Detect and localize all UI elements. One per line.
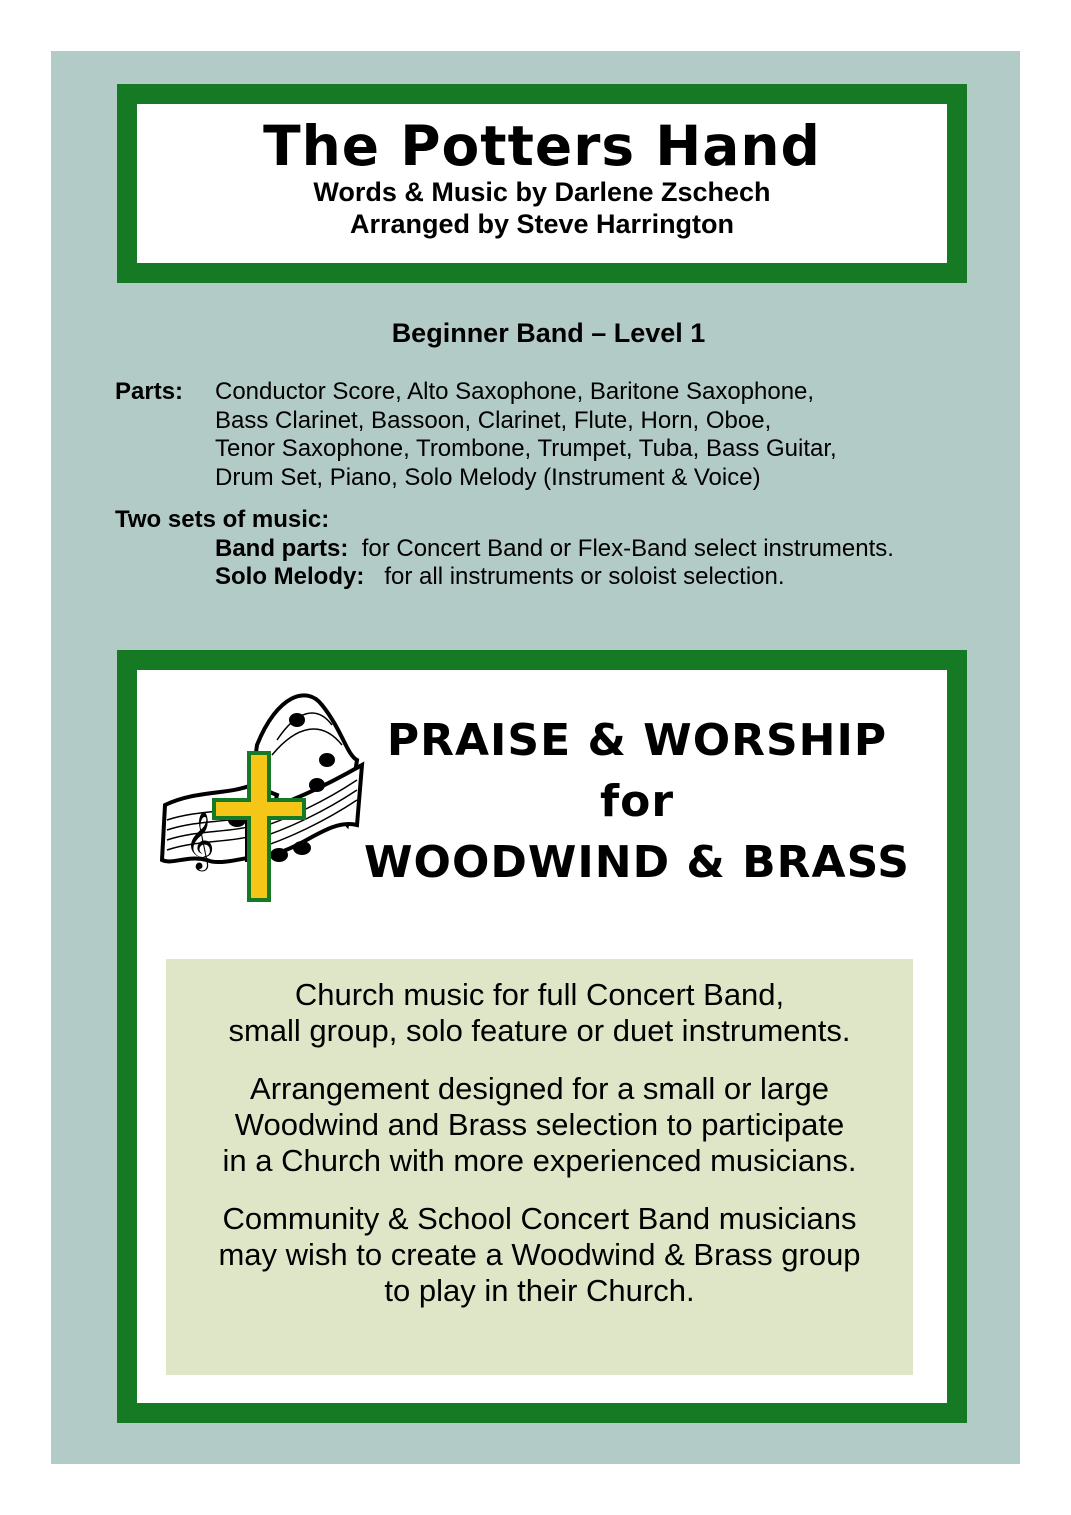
arranger: Arranged by Steve Harrington — [349, 209, 735, 239]
page-title: The Potters Hand — [263, 114, 821, 178]
title-box — [117, 84, 967, 283]
text-line: to play in their Church. — [384, 1273, 695, 1308]
text-line: Community & School Concert Band musicians — [222, 1201, 857, 1236]
description-paragraph — [166, 1201, 913, 1309]
sets-label: Two sets of music: — [115, 506, 330, 533]
text-line: Woodwind and Brass selection to participate — [234, 1107, 845, 1142]
series-title — [364, 710, 910, 893]
parts-label: Parts: — [115, 378, 184, 405]
credits: Words & Music by Darlene Zschech — [313, 177, 771, 207]
description-paragraph — [166, 977, 913, 1049]
description-paragraph — [166, 1071, 913, 1179]
parts-line: Tenor Saxophone, Trombone, Trumpet, Tuba, Bass Guitar, — [215, 435, 837, 462]
parts-line: Bass Clarinet, Bassoon, Clarinet, Flute, Horn, Oboe, — [215, 406, 772, 434]
solo-melody-label: Solo Melody: — [215, 563, 365, 590]
parts-line: Conductor Score, Alto Saxophone, Baritone Saxophone, — [215, 378, 815, 405]
cross-music-logo-icon — [157, 685, 367, 905]
parts-line: Drum Set, Piano, Solo Melody (Instrument & Voice) — [215, 463, 761, 491]
text-line: Church music for full Concert Band, — [294, 977, 785, 1012]
text-line: small group, solo feature or duet instruments. — [228, 1013, 851, 1048]
band-parts-label: Band parts: — [215, 534, 349, 562]
text-line: Arrangement designed for a small or large — [250, 1071, 829, 1106]
band-parts-text: for Concert Band or Flex-Band select instruments. — [361, 534, 894, 562]
svg-text:𝄞: 𝄞 — [185, 811, 215, 869]
text-line: in a Church with more experienced musicians. — [222, 1143, 857, 1178]
level-heading: Beginner Band – Level 1 — [391, 318, 706, 348]
series-box — [117, 650, 967, 1423]
sets-section — [115, 506, 965, 592]
series-line: PRAISE & WORSHIP — [386, 715, 888, 766]
text-line: may wish to create a Woodwind & Brass group — [218, 1237, 861, 1272]
series-line: WOODWIND & BRASS — [364, 837, 910, 888]
solo-melody-text: for all instruments or soloist selection. — [384, 563, 785, 590]
description-box — [166, 959, 913, 1375]
series-line: for — [599, 776, 675, 827]
